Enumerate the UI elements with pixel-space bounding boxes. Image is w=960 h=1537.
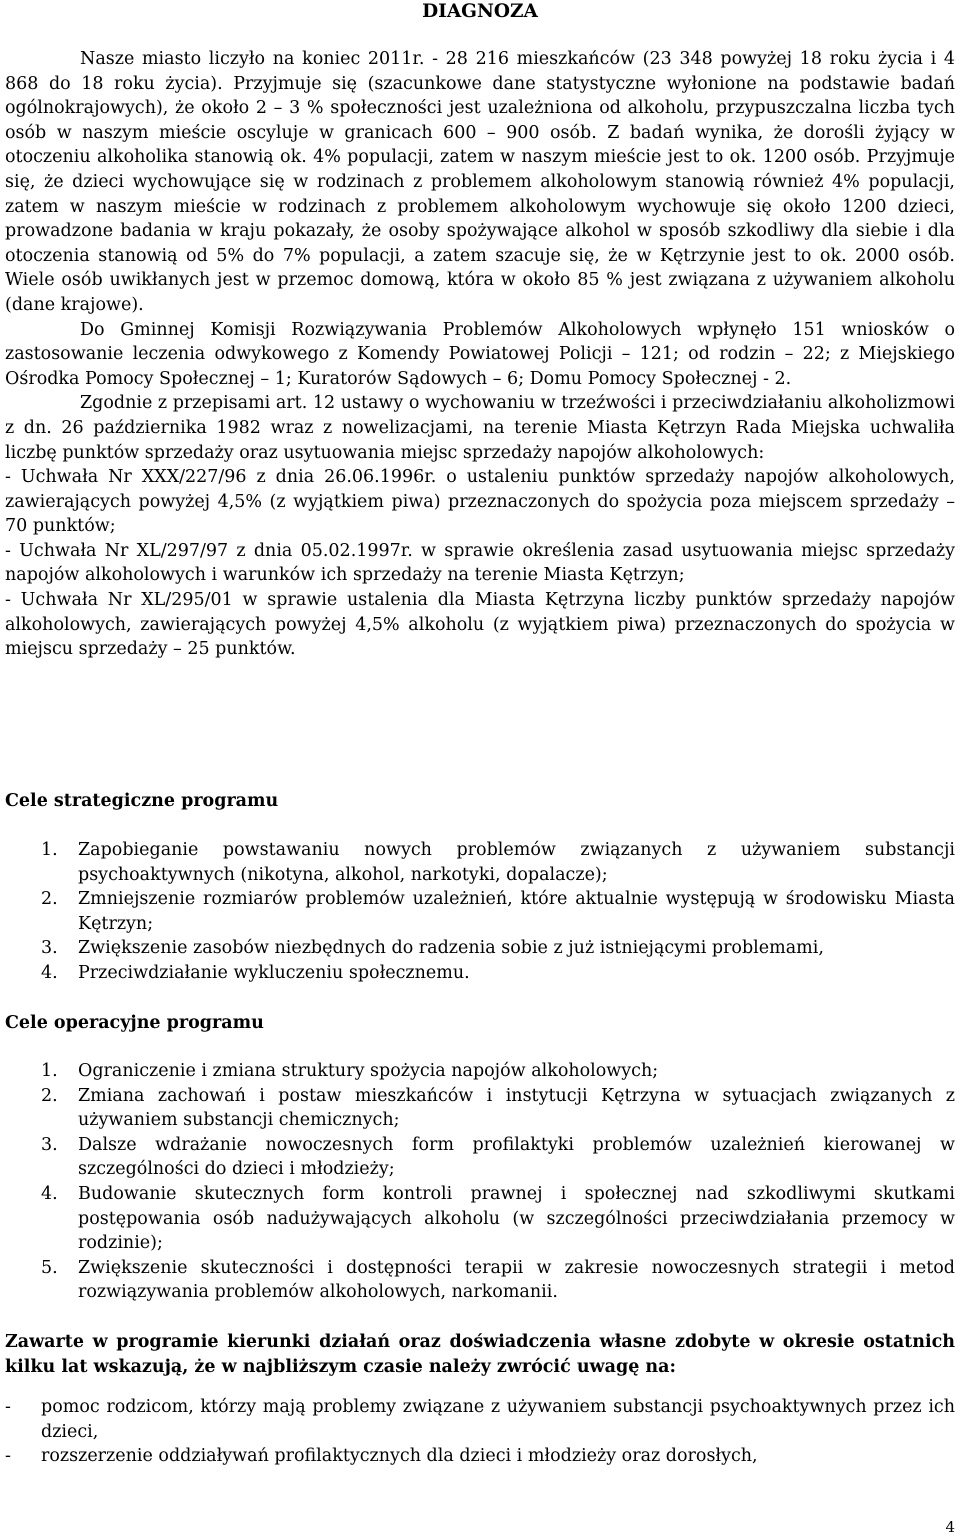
directions-list (5, 1395, 955, 1469)
operational-goals-list (5, 1059, 955, 1305)
list-item (5, 1256, 955, 1305)
list-item (5, 1444, 955, 1469)
resolution-3: - Uchwała Nr XL/295/01 w sprawie ustalenia dla Miasta Kętrzyna liczby punktów sprzedaży napojów alkoholowych, zawierających powyżej 4,5% alkoholu (z wyjątkiem piwa) przeznaczonych do spożycia w miejscu sprzedaży – 25 punktów. (5, 590, 955, 660)
item-text: Ograniczenie i zmiana struktury spożycia napojów alkoholowych; (78, 1061, 659, 1081)
strategic-goals-section (5, 789, 955, 813)
strategic-goals-list-wrap (5, 838, 955, 986)
item-text: Zwiększenie zasobów niezbędnych do radzenia sobie z już istniejącymi problemami, (78, 938, 824, 959)
list-item (5, 1133, 955, 1182)
dash-marker: - (5, 1397, 11, 1417)
operational-goals-section (5, 1011, 955, 1035)
list-item (5, 1395, 955, 1444)
item-number: 4. (41, 1183, 58, 1204)
strategic-goals-heading: Cele strategiczne programu (5, 791, 279, 811)
paragraph-population: Nasze miasto liczyło na koniec 2011r. - 28 216 mieszkańców (23 348 powyżej 18 roku życia i 4 868 do 18 roku życia). Przyjmuje się (szacunkowe dane statystyczne wyłonione na podstawie badań ogólnokrajowych), że około 2 – 3 % społeczności jest uzależniona od alkoholu, przypuszczalna liczba tych osób w naszym mieście oscyluje w granicach 600 – 900 osób. Z badań wynika, że dorośli żyjący w otoczeniu alkoholika stanowią ok. 4% populacji, zatem w naszym mieście jest to ok. 1200 osób. Przyjmuje się, że dzieci wychowujące się w rodzinach z problemem alkoholowym stanowią również 4% populacji, zatem w naszym mieście w rodzinach z problemem alkoholowym wychowuje się około 1200 dzieci, prowadzone badania w kraju pokazały, że osoby spożywające alkohol w sposób szkodliwy dla siebie i dla otoczenia stanowią od 5% do 7% populacji, a zatem szacuje się, że w Kętrzynie jest to ok. 2000 osób. Wiele osób uwikłanych jest w przemoc domową, która w około 85 % jest związana z używaniem alkoholu (dane krajowe). (5, 49, 955, 315)
list-item (5, 961, 955, 986)
item-text: Zwiększenie skuteczności i dostępności terapii w zakresie nowoczesnych strategii i metod rozwiązywania problemów alkoholowych, narkomanii. (78, 1257, 955, 1303)
item-number: 3. (41, 938, 58, 959)
diagnosis-section (5, 47, 955, 662)
operational-goals-list-wrap (5, 1059, 955, 1305)
directions-list-wrap (5, 1395, 955, 1469)
item-text: Budowanie skutecznych form kontroli prawnej i społecznej nad szkodliwymi skutkami postępowania osób nadużywających alkoholu (w szczególności przeciwdziałania przemocy w rodzinie); (78, 1183, 955, 1254)
directions-heading: Zawarte w programie kierunki działań oraz doświadczenia własne zdobyte w okresie ostatnich kilku lat wskazują, że w najbliższym czasie należy zwrócić uwagę na: (5, 1332, 955, 1377)
resolution-2: - Uchwała Nr XL/297/97 z dnia 05.02.1997r. w sprawie określenia zasad usytuowania miejsc sprzedaży napojów alkoholowych i warunków ich sprzedaży na terenie Miasta Kętrzyn; (5, 540, 955, 586)
item-number: 4. (41, 962, 58, 983)
item-number: 3. (41, 1134, 58, 1155)
list-item (5, 1084, 955, 1133)
item-text: Zapobieganie powstawaniu nowych problemów związanych z używaniem substancji psychoaktywnych (nikotyna, alkohol, narkotyki, dopalacze); (78, 840, 955, 885)
item-text: rozszerzenie oddziaływań profilaktycznych dla dzieci i młodzieży oraz dorosłych, (41, 1446, 758, 1467)
item-text: pomoc rodzicom, którzy mają problemy związane z używaniem substancji psychoaktywnych przez ich dzieci, (41, 1397, 955, 1442)
operational-goals-heading: Cele operacyjne programu (5, 1013, 264, 1033)
dash-marker: - (5, 1446, 11, 1467)
item-text: Przeciwdziałanie wykluczeniu społecznemu. (78, 962, 470, 983)
item-text: Zmniejszenie rozmiarów problemów uzależnień, które aktualnie występują w środowisku Miasta Kętrzyn; (78, 889, 955, 934)
item-number: 5. (41, 1257, 58, 1278)
list-item (5, 1182, 955, 1256)
list-item (5, 838, 955, 887)
list-item (5, 1059, 955, 1084)
item-number: 1. (41, 1061, 58, 1081)
page-number: 4 (945, 1518, 955, 1536)
page-title: DIAGNOZA (422, 1, 538, 22)
item-number: 2. (41, 1085, 58, 1106)
resolution-1: - Uchwała Nr XXX/227/96 z dnia 26.06.1996r. o ustaleniu punktów sprzedaży napojów alkoholowych, zawierających powyżej 4,5% (z wyjątkiem piwa) przeznaczonych do spożycia poza miejscem sprzedaży – 70 punktów; (5, 467, 955, 537)
paragraph-legal-basis: Zgodnie z przepisami art. 12 ustawy o wychowaniu w trzeźwości i przeciwdziałaniu alkoholizmowi z dn. 26 października 1982 wraz z nowelizacjami, na terenie Miasta Kętrzyn Rada Miejska uchwaliła liczbę punktów sprzedaży oraz usytuowania miejsc sprzedaży napojów alkoholowych: (5, 393, 955, 463)
item-number: 1. (41, 840, 58, 860)
item-text: Zmiana zachowań i postaw mieszkańców i instytucji Kętrzyna w sytuacjach związanych z używaniem substancji chemicznych; (78, 1085, 955, 1131)
list-item (5, 887, 955, 936)
directions-section (5, 1330, 955, 1379)
list-item (5, 936, 955, 961)
strategic-goals-list (5, 838, 955, 986)
paragraph-applications: Do Gminnej Komisji Rozwiązywania Problemów Alkoholowych wpłynęło 151 wniosków o zastosowanie leczenia odwykowego z Komendy Powiatowej Policji – 121; od rodzin – 22; z Miejskiego Ośrodka Pomocy Społecznej – 1; Kuratorów Sądowych – 6; Domu Pomocy Społecznej - 2. (5, 319, 955, 389)
item-number: 2. (41, 889, 58, 910)
item-text: Dalsze wdrażanie nowoczesnych form profilaktyki problemów uzależnień kierowanej w szczególności do dzieci i młodzieży; (78, 1134, 955, 1180)
